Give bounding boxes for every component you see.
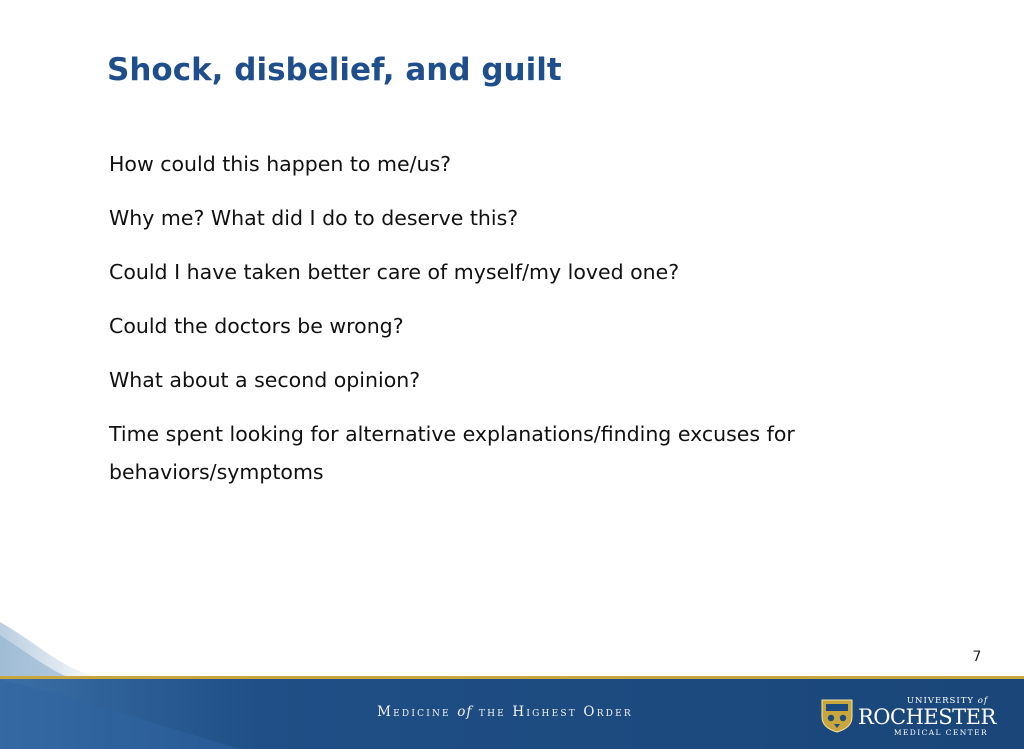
logo-name: ROCHESTER <box>858 705 996 729</box>
bullet-item: Could I have taken better care of myself/my loved one? <box>109 260 680 284</box>
tagline-of: of <box>457 704 473 720</box>
tagline-part: the Highest Order <box>478 704 633 720</box>
bullet-item: Why me? What did I do to deserve this? <box>109 206 519 230</box>
tagline-part: Medicine <box>377 704 451 720</box>
bullet-item: What about a second opinion? <box>109 368 421 392</box>
bullet-item: How could this happen to me/us? <box>109 152 452 176</box>
bullet-item: Time spent looking for alternative explanations/finding excuses for behaviors/symptoms <box>109 422 795 484</box>
logo-university-line: UNIVERSITY of <box>906 696 988 706</box>
bullet-item: Could the doctors be wrong? <box>109 314 404 338</box>
university-logo <box>858 696 996 737</box>
logo-subtitle: MEDICAL CENTER <box>893 728 988 737</box>
university-seal-icon <box>820 697 854 733</box>
page-number: 7 <box>972 649 982 665</box>
slide-title: Shock, disbelief, and guilt <box>107 52 562 88</box>
bullet-list <box>109 145 939 507</box>
